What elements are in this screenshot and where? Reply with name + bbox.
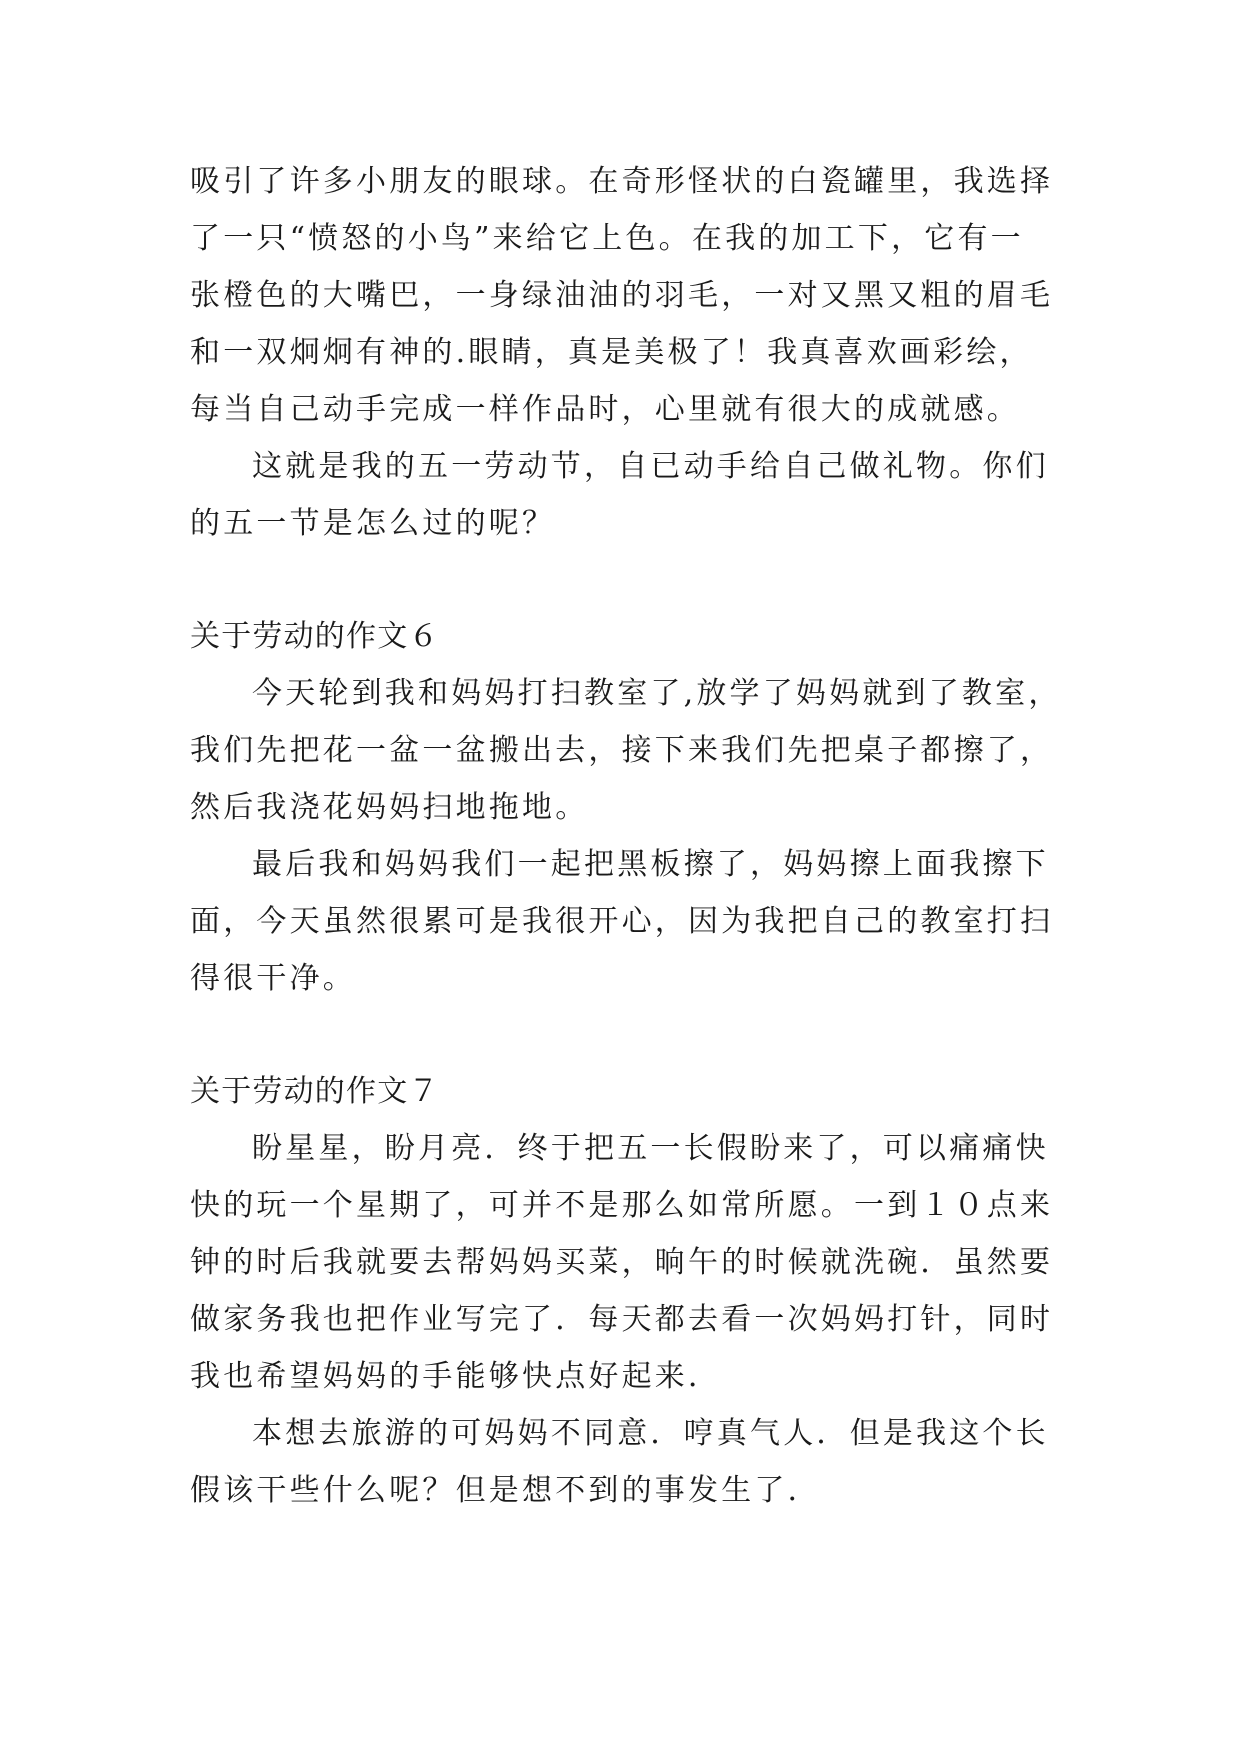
paragraph-line: 最后我和妈妈我们一起把黑板擦了，妈妈擦上面我擦下 [252,847,1049,882]
paragraph-line: 今天轮到我和妈妈打扫教室了,放学了妈妈就到了教室， [252,676,1062,711]
paragraph-line: 我们先把花一盆一盆搬出去，接下来我们先把桌子都擦了， [190,733,1054,768]
section-heading: 关于劳动的作文６ [190,619,440,654]
paragraph-line: 假该干些什么呢？但是想不到的事发生了． [190,1473,821,1508]
paragraph-line: 本想去旅游的可妈妈不同意．哼真气人．但是我这个长 [252,1416,1049,1451]
paragraph-line: 面，今天虽然很累可是我很开心，因为我把自己的教室打扫 [190,904,1054,939]
paragraph-line: 钟的时后我就要去帮妈妈买菜，晌午的时候就洗碗．虽然要 [190,1245,1054,1280]
paragraph-line: 和一双炯炯有神的.眼睛，真是美极了！我真喜欢画彩绘， [190,335,1033,370]
paragraph-line: 的五一节是怎么过的呢？ [190,506,556,541]
paragraph-line: 快的玩一个星期了，可并不是那么如常所愿。一到１０点来 [190,1188,1054,1223]
paragraph-line: 然后我浇花妈妈扫地拖地。 [190,790,589,825]
paragraph-line: 盼星星，盼月亮．终于把五一长假盼来了，可以痛痛快 [252,1131,1049,1166]
paragraph-line: 张橙色的大嘴巴，一身绿油油的羽毛，一对又黑又粗的眉毛 [190,278,1054,313]
paragraph-line: 我也希望妈妈的手能够快点好起来． [190,1359,722,1394]
paragraph-line: 这就是我的五一劳动节，自已动手给自己做礼物。你们 [252,449,1049,484]
paragraph-line: 得很干净。 [190,961,356,996]
paragraph-line: 吸引了许多小朋友的眼球。在奇形怪状的白瓷罐里，我选择 [190,164,1054,199]
paragraph-line: 做家务我也把作业写完了．每天都去看一次妈妈打针，同时 [190,1302,1054,1337]
paragraph-line: 了一只“愤怒的小鸟”来给它上色。在我的加工下，它有一 [190,221,1024,256]
section-heading: 关于劳动的作文７ [190,1074,440,1109]
paragraph-line: 每当自己动手完成一样作品时，心里就有很大的成就感。 [190,392,1020,427]
